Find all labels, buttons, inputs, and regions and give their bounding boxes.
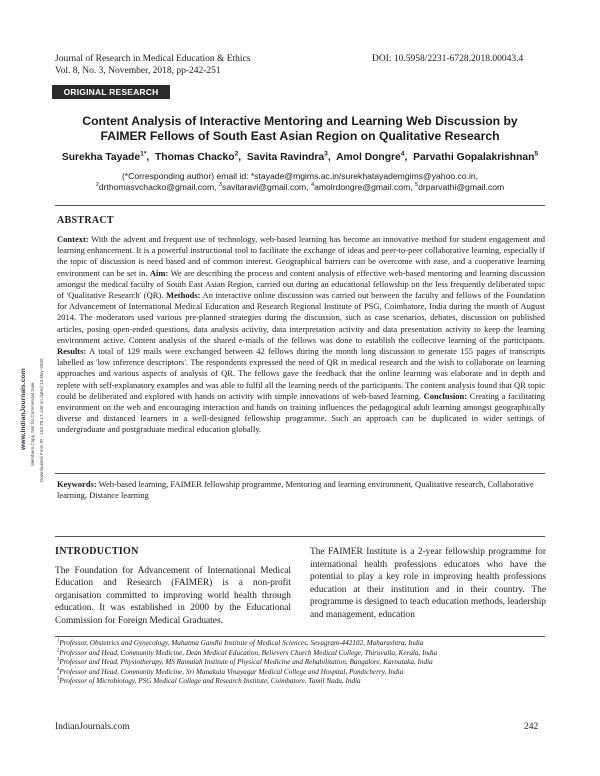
- corresponding-email[interactable]: (*Corresponding author) email id: *stayade@mgims.ac.in/surekhatayademgims@yahoo.co.in,: [121, 171, 479, 181]
- keywords-list: Web-based learning, FAIMER fellowship programme, Mentoring and learning environment, Qualitative research, Collaborative learning, Distance learning: [57, 479, 534, 501]
- affiliations: [57, 639, 547, 687]
- divider: [55, 205, 545, 206]
- email-link[interactable]: drthomasvchacko@gmail.com,: [98, 182, 219, 192]
- affiliation: $^3$Professor and Head, Physiotherapy, MS Ramaiah Institute of Physical Medicine and Rehabilitation, Bangalore, Karnataka, India: [57, 657, 433, 667]
- abstract-heading: ABSTRACT: [57, 215, 114, 226]
- footer-site[interactable]: IndianJournals.com: [55, 722, 130, 732]
- watermark-site: www.IndianJournals.com: [20, 368, 27, 450]
- affiliation: $^5$Professor of Microbiology, PSG Medical College and Research Institute, Coimbatore, Tamil Nadu, India: [57, 676, 361, 686]
- email-link[interactable]: savitaravi@gmail.com,: [222, 182, 311, 192]
- author-emails: [55, 171, 545, 193]
- doi[interactable]: DOI: 10.5958/2231-6728.2018.00043.4: [372, 54, 524, 64]
- email-link[interactable]: amolrdongre@gmail.com,: [314, 182, 415, 192]
- abstract-label-results: Results:: [57, 346, 87, 357]
- abstract-label-methods: Methods:: [165, 290, 201, 301]
- author: Parvathi Gopalakrishnan$^5$: [413, 150, 539, 163]
- author-emails-line: $^2$drthomasvchacko@gmail.com, $^3$savitaravi@gmail.com, $^4$amolrdongre@gmail.com, $^5$drparvathi@gmail.com: [95, 182, 505, 192]
- divider: [55, 536, 545, 537]
- intro-left-column: [55, 546, 291, 628]
- author-list: Surekha Tayade$^{1*}$, Thomas Chacko$^2$, Savita Ravindra$^3$, Amol Dongre$^4$, Parvathi Gopalakrishnan$^5$: [61, 150, 539, 163]
- author: Surekha Tayade$^{1*}$: [61, 150, 147, 163]
- intro-paragraph: The Foundation for Advancement of International Medical Education and Research (FAIMER) is a non-profit organisation committed to improving world health through education. It was established in 2000 by the Educational Commission for Foreign Medical Graduates.: [55, 565, 291, 626]
- author: Amol Dongre$^4$: [336, 150, 405, 163]
- author: Savita Ravindra$^3$: [246, 150, 328, 163]
- affiliation: $^1$Professor, Obstetrics and Gynecology, Mahatma Gandhi Institute of Medical Sciences, Sevagram-442102, Maharashtra, India: [57, 638, 424, 647]
- keywords-label: Keywords:: [57, 479, 97, 489]
- affiliation: $^2$Professor and Head, Community Medicine, Dean Medical Education, Believers Church Medical College, Thiruvalla, Kerala, India: [57, 648, 438, 657]
- journal-header: [55, 53, 250, 77]
- journal-name: Journal of Research in Medical Education & Ethics: [55, 54, 251, 64]
- volume-info: Vol. 8, No. 3, November, 2018, pp-242-251: [55, 66, 221, 76]
- article-type-badge: ORIGINAL RESEARCH: [52, 85, 170, 99]
- author: Thomas Chacko$^2$: [155, 150, 239, 163]
- affiliation: $^4$Professor and Head, Community Medicine, Sri Manakula Vinayagar Medical College and Hospital, Pondicherry, India: [57, 667, 404, 676]
- watermark-download-note: Downloaded From IP - 103.78.17.140 on dated 13-Nov-2020: [39, 358, 44, 482]
- intro-right-column: [310, 546, 546, 622]
- abstract-label-conclusion: Conclusion:: [423, 390, 468, 401]
- keywords: [57, 479, 545, 501]
- introduction-heading: INTRODUCTION: [55, 546, 139, 557]
- abstract-body: Context: With the advent and frequent use of technology, web-based learning has become an innovative method for student engagement and learning enhancement. It is a powerful instructional tool to facilitate the exchange of ideas and peer-to-peer collaborative learning, especially if the topic of discussion is need based and of common interest. Geographical barriers can be overcome with ease, and a cooperative learning environment can be set in. Aim: We are describing the process and content analysis of effective web-based mentoring and learning discussion amongst the medical faculty of South East Asian Region, carried out during an educational fellowship on the less frequently deliberated topic of 'Qualitative Research' (QR). Methods: An interactive online discussion was carried out between the faculty and fellows of the Foundation for Advancement of International Medical Education and Research Regional Institute of PSG, Coimbatore, India during the month of August 2014. The moderators used various pre-planned strategies during the discussion, such as case scenarios, debates, discussion on published articles, posing open-ended questions, data analysis activity, data interpretation activity and data presentation activity to keep the learning environment active. Content analysis of the shared e-mails of the fellows was done to establish the collective learning of the participants. Results: A total of 129 mails were exchanged between 42 fellows during the month long discussion to generate 155 pages of transcripts labelled as 'low inference descriptors'. The respondents expressed the need of QR in medical research and the wish to collaborate on learning approaches and various aspects of analysis of QR. The fellows gave the feedback that the online learning was elaborate and in depth and replete with self-explanatory examples and was able to fulfil all the learning needs of the participants. The content analysis found that QR topic could be deliberated and explored with hands on activity with simple innovations of web-based learning. Conclusion: Creating a facilitating environment on the web and encouraging interaction and hands on training influences the pedagogical adult learning amongst geographically diverse and distanced learners in a well-designed fellowship programme. Such an approach can be duplicated in wider settings of undergraduate and postgraduate medical education globally.: [57, 234, 546, 435]
- watermark-copy-note: Members Copy, Not for Commercial Sale: [30, 382, 35, 466]
- abstract-label-context: Context:: [57, 234, 89, 244]
- email-link[interactable]: drparvathi@gmail.com: [418, 182, 505, 192]
- download-watermark: [14, 250, 54, 500]
- abstract-label-aim: Aim:: [149, 267, 169, 278]
- intro-paragraph-right: The FAIMER Institute is a 2-year fellowship programme for international health professions educators who have the potential to play a key role in improving health professions education at their institution and in their country. The programme is designed to teach education methods, leadership and management, education: [310, 547, 546, 620]
- footnote-divider: [55, 636, 545, 637]
- page-number: 242: [524, 722, 539, 732]
- article-title: Content Analysis of Interactive Mentoring and Learning Web Discussion by FAIMER Fellows of South East Asian Region on Qualitative Research: [82, 114, 518, 143]
- divider: [55, 473, 545, 474]
